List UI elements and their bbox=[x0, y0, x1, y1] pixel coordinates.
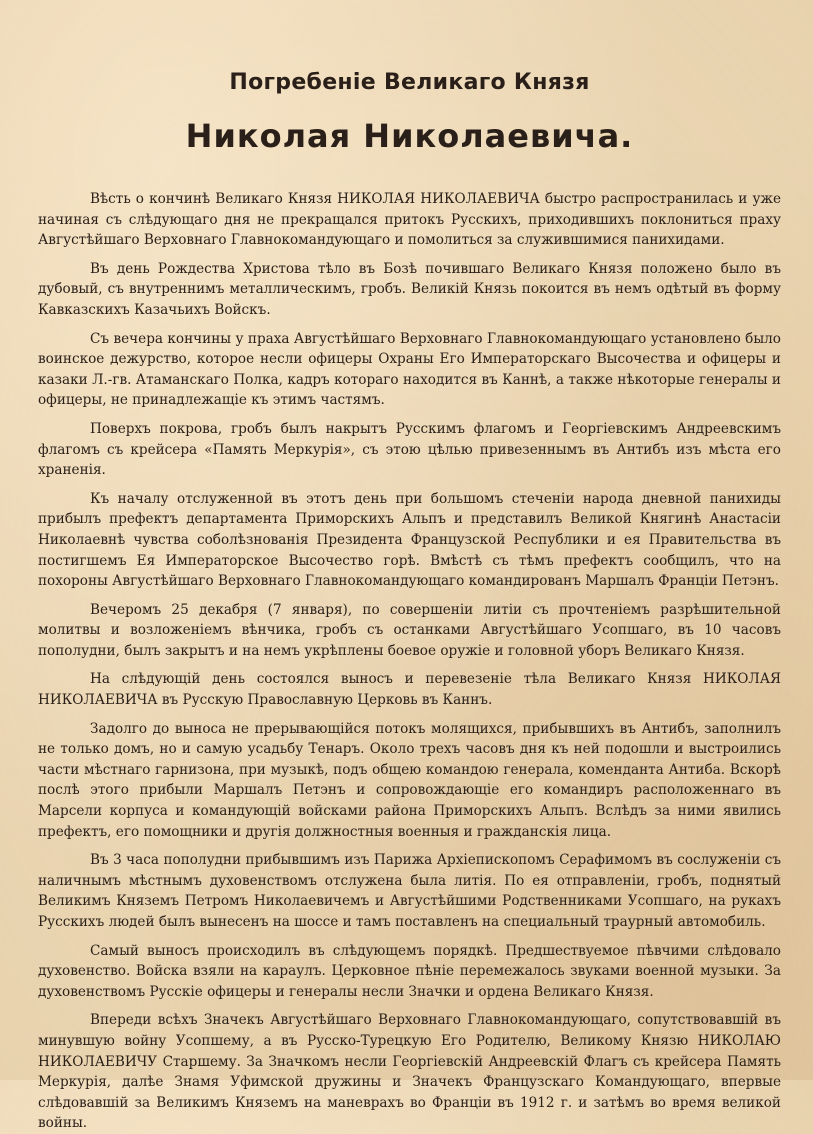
document-title-line2: Николая Николаевича. bbox=[185, 117, 634, 155]
paragraph: Самый выносъ происходилъ въ слѣдующемъ порядкѣ. Предшествуемое пѣвчими слѣдовало духовенство. Войска взяли на караулъ. Церковное пѣнiе перемежалось звуками военной музыки. За духовенствомъ Русскiе офицеры и генералы несли Значки и ордена Великаго Князя. bbox=[38, 942, 781, 1000]
paragraph: Вечеромъ 25 декабря (7 января), по совершенiи литiи съ прочтенiемъ разрѣшительной молитвы и возложенiемъ вѣнчика, гробъ съ останками Августѣйшаго Усопшаго, въ 10 часовъ пополудни, былъ закрытъ и на немъ укрѣплены боевое оружiе и головной уборъ Великаго Князя. bbox=[38, 601, 781, 659]
paragraph: Вѣсть о кончинѣ Великаго Князя НИКОЛАЯ НИКОЛАЕВИЧА быстро распространилась и уже начиная съ слѣдующаго дня не прекращался притокъ Русскихъ, приходившихъ поклониться праху Августѣйшаго Верховнаго Главнокомандующаго и помолиться за служившимися панихидами. bbox=[38, 191, 781, 249]
document-title-line1: Погребенiе Великаго Князя bbox=[229, 70, 590, 95]
paragraph: Въ 3 часа пополудни прибывшимъ изъ Парижа Архiепископомъ Серафимомъ въ сослуженiи съ наличнымъ мѣстнымъ духовенствомъ отслужена была литiя. По ея отправленiи, гробъ, поднятый Великимъ Княземъ Петромъ Николаевичемъ и Августѣйшими Родственниками Усопшаго, на рукахъ Русскихъ людей былъ вынесенъ на шоссе и тамъ поставленъ на специальный траурный автомобиль. bbox=[38, 852, 781, 930]
paragraph: На слѣдующiй день состоялся выносъ и перевезенiе тѣла Великаго Князя НИКОЛАЯ НИКОЛАЕВИЧА въ Русскую Православную Церковь въ Каннъ. bbox=[38, 671, 781, 709]
paragraph: Поверхъ покрова, гробъ былъ накрытъ Русскимъ флагомъ и Георгiевскимъ Андреевскимъ флагомъ съ крейсера «Память Меркурiя», съ этою цѣлью привезеннымъ въ Антибъ изъ мѣста его храненiя. bbox=[38, 420, 781, 479]
paragraph: Въ день Рождества Христова тѣло въ Бозѣ почившаго Великаго Князя положено было въ дубовый, съ внутреннимъ металлическимъ, гробъ. Великiй Князь покоится въ немъ одѣтый въ форму Кавказскихъ Казачьихъ Войскъ. bbox=[38, 260, 781, 318]
paragraph: Къ началу отслуженной въ этотъ день при большомъ стеченiи народа дневной панихиды прибылъ префектъ департамента Приморскихъ Альпъ и представилъ Великой Княгинѣ Анастасiи Николаевнѣ чувства соболѣзнованiя Президента Французской Республики и ея Правительства въ постигшемъ Ея Императорское Высочество горѣ. Вмѣстѣ съ тѣмъ префектъ сообщилъ, что на похороны Августѣйшаго Верховнаго Главнокомандующаго командированъ Маршалъ Францiи Петэнъ. bbox=[38, 490, 781, 590]
document-body bbox=[38, 189, 781, 1134]
paragraph: Съ вечера кончины у праха Августѣйшаго Верховнаго Главнокомандующаго установлено было воинское дежурство, которое несли офицеры Охраны Его Императорскаго Высочества и офицеры и казаки Л.-гв. Атаманскаго Полка, кадръ котораго находится въ Каннѣ, а также нѣкоторые генералы и офицеры, не принадлежащiе къ этимъ частямъ. bbox=[38, 330, 781, 409]
paragraph: Задолго до выноса не прерывающiйся потокъ молящихся, прибывшихъ въ Антибъ, заполнилъ не только домъ, но и самую усадьбу Тенаръ. Около трехъ часовъ дня къ ней подошли и выстроились части мѣстнаго гарнизона, при музыкѣ, подъ общею командою генерала, коменданта Антиба. Вскорѣ послѣ этого прибыли Маршалъ Петэнъ и сопровождающiе его командиръ расположеннаго въ Марсели корпуса и командующiй войсками района Приморскихъ Альпъ. Вслѣдъ за ними явились префектъ, его помощники и другiя должностныя военныя и гражданскiя лица. bbox=[38, 720, 781, 840]
paragraph: Впереди всѣхъ Значекъ Августѣйшаго Верховнаго Главнокомандующаго, сопутствовавшiй въ минувшую войну Усопшему, а въ Русско-Турецкую Его Родителю, Великому Князю НИКОЛАЮ НИКОЛАЕВИЧУ Старшему. За Значкомъ несли Георгiевскiй Андреевскiй Флагъ съ крейсера Память Меркурiя, далѣе Знамя Уфимской дружины и Значекъ Французскаго Командующаго, впервые слѣдовавшiй за Великимъ Княземъ на маневрахъ во Францiи въ 1912 г. и затѣмъ во время великой войны. bbox=[38, 1012, 781, 1132]
